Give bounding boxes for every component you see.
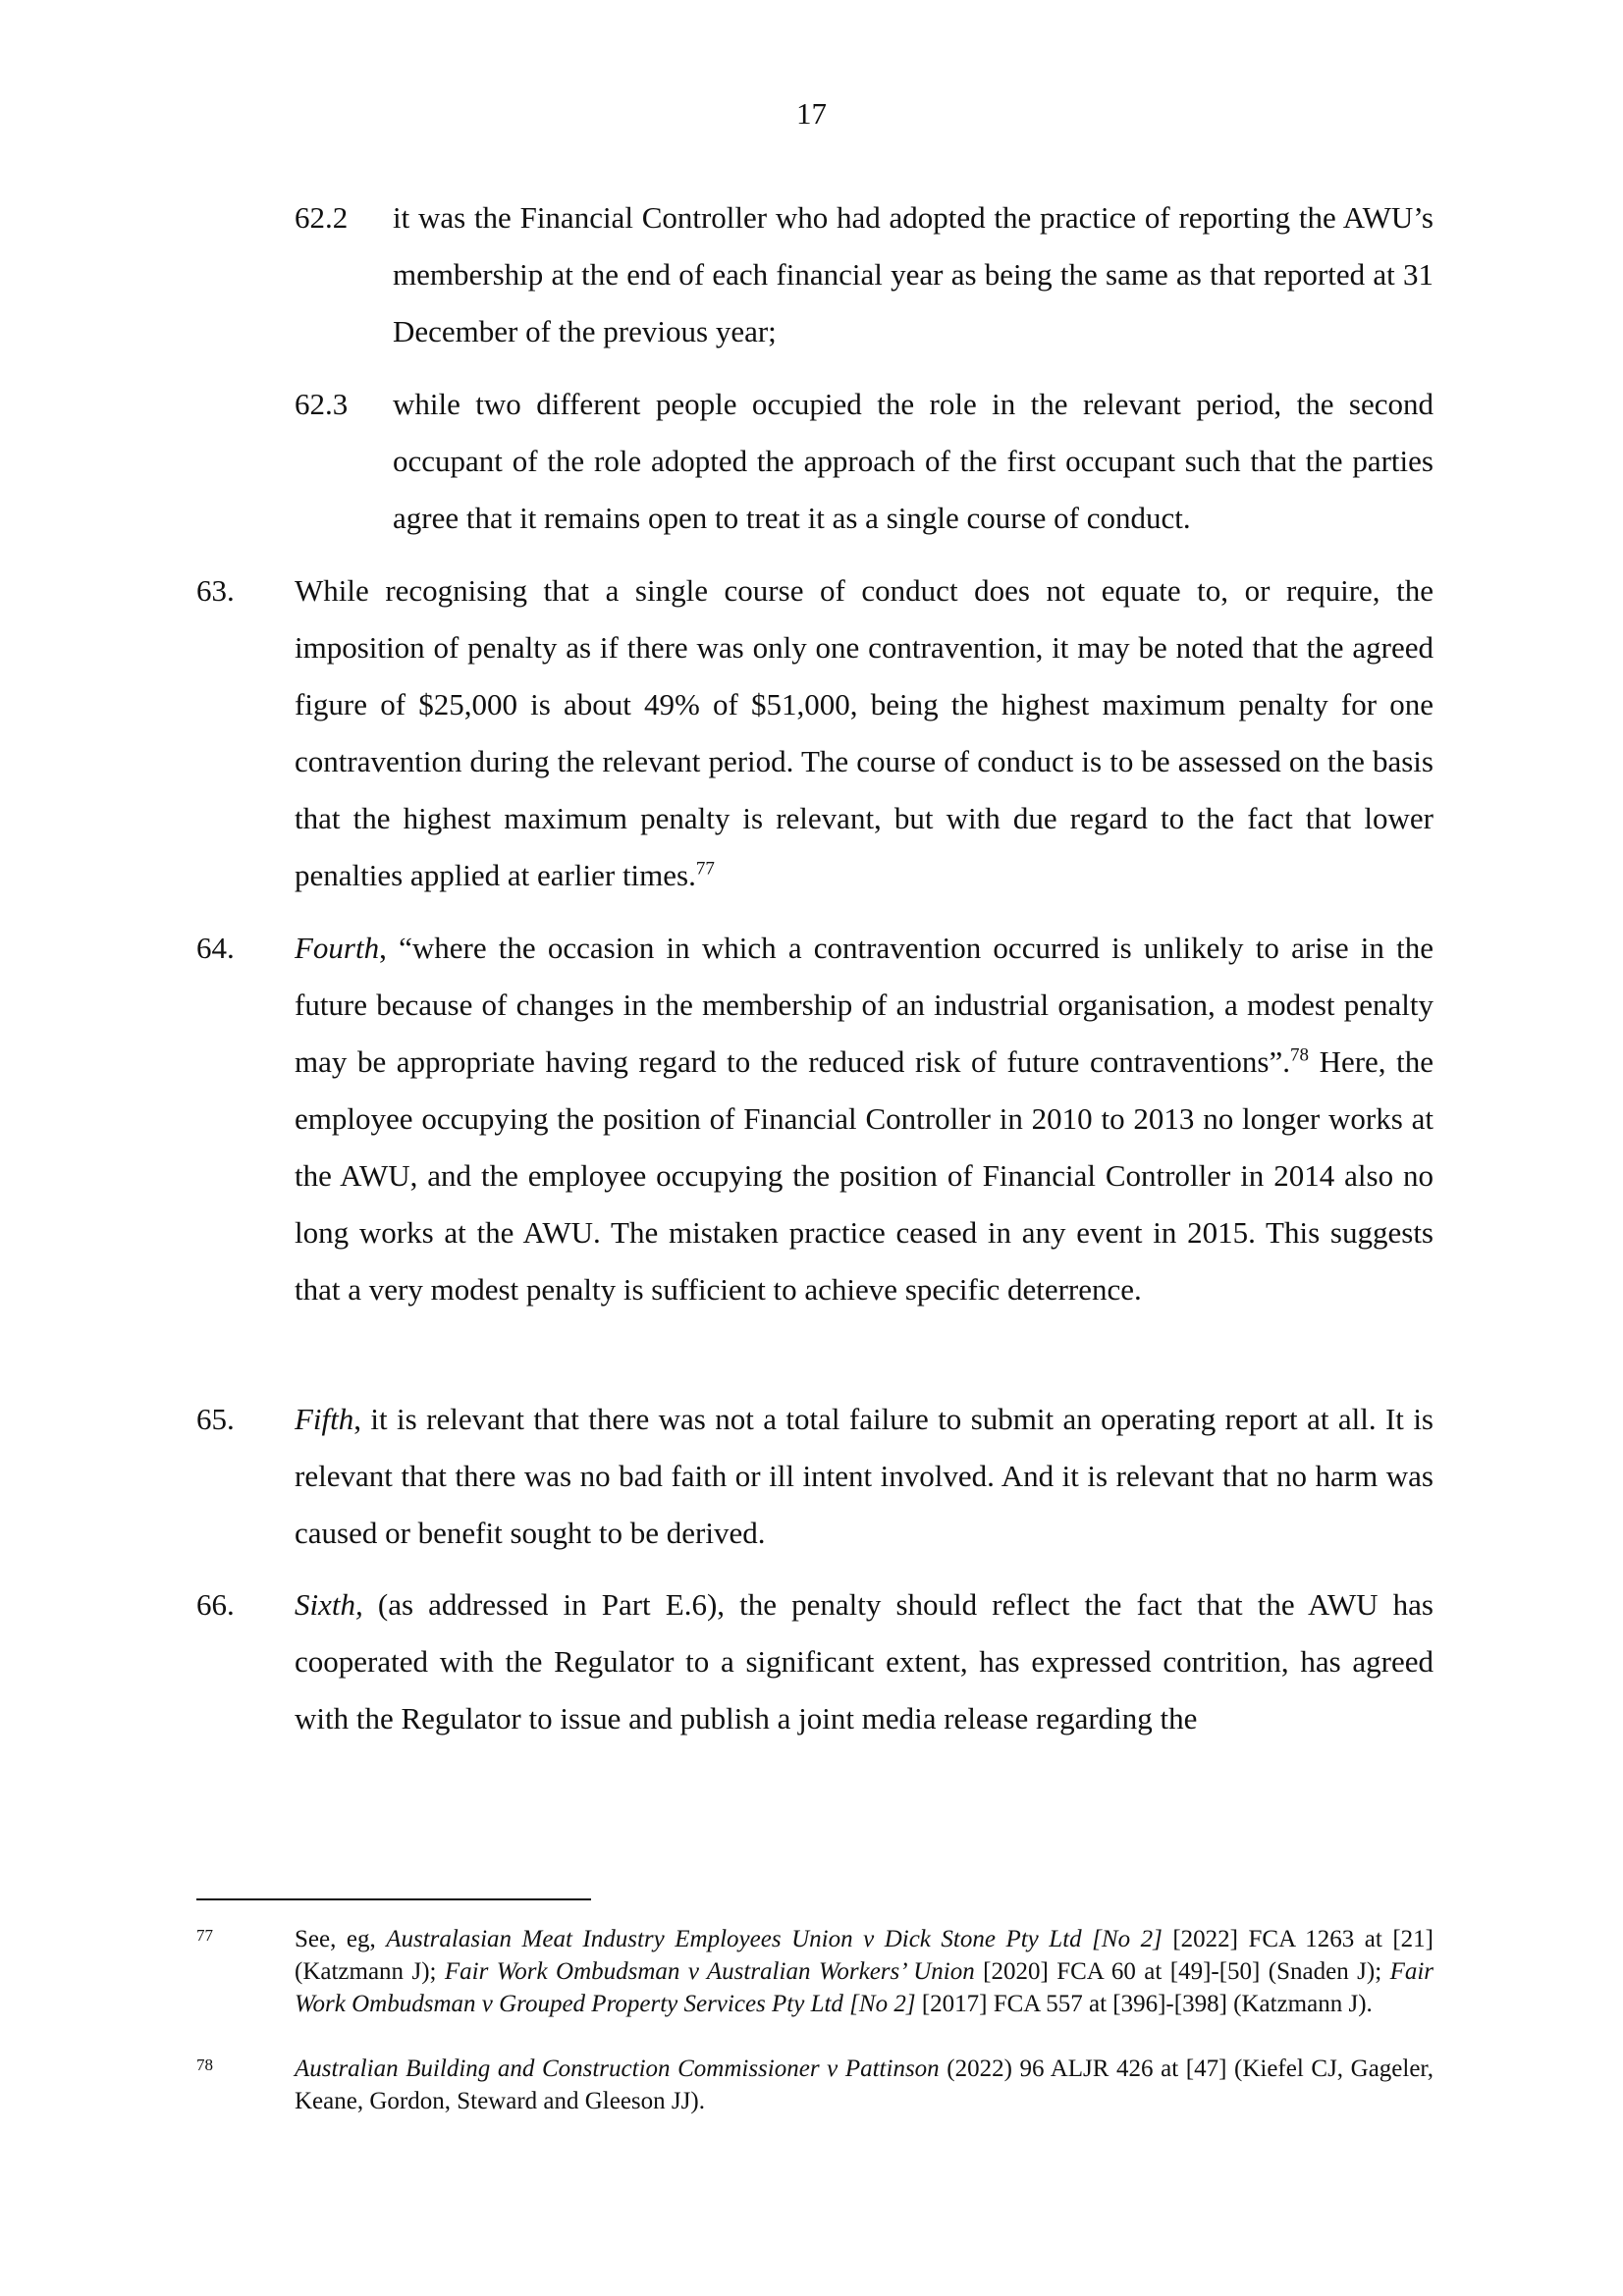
footnote-reference: 77 xyxy=(695,858,715,880)
text-run: , “where the occasion in which a contravention occurred is unlikely to arise in the future because of changes in the membership of an industrial organisation, a modest penalty may be appropriate having regard to the reduced risk of future contraventions”. xyxy=(295,931,1434,1079)
text-run: (as addressed in Part E.6), the penalty should reflect the fact that the AWU has cooperated with the Regulator to a significant extent, has expressed contrition, has agreed with the Regulator to issue and publish a joint media release regarding the xyxy=(295,1587,1434,1735)
text-run: While recognising that a single course of conduct does not equate to, or require, the imposition of penalty as if there was only one contravention, it may be noted that the agreed figure of $25,000 is about 49% of $51,000, being the highest maximum penalty for one contravention during the relevant period. The course of conduct is to be assessed on the basis that the highest maximum penalty is relevant, but with due regard to the fact that lower penalties applied at earlier times. xyxy=(295,573,1434,892)
text-run: [2020] FCA 60 at [49]-[50] (Snaden J); xyxy=(974,1958,1390,1985)
italic-text: Fifth xyxy=(295,1402,354,1436)
paragraph-number: 62.2 xyxy=(295,200,349,235)
italic-text: Fair Work Ombudsman v Australian Workers’ Union xyxy=(444,1958,975,1985)
footnote-text xyxy=(295,2053,1434,2117)
text-run: (2022) 96 ALJR 426 at [47] (Kiefel CJ, Gageler, Keane, Gordon, Steward and Gleeson JJ). xyxy=(295,2056,1434,2114)
paragraph-text xyxy=(393,189,1434,360)
paragraph-number: 63. xyxy=(196,573,235,608)
text-run: while two different people occupied the role in the relevant period, the second occupant of the role adopted the approach of the first occupant such that the parties agree that it remains open to treat it as a single course of conduct. xyxy=(393,387,1434,535)
paragraph-text xyxy=(295,1391,1434,1562)
text-run: [2017] FCA 557 at [396]-[398] (Katzmann J). xyxy=(915,1991,1373,2017)
italic-text: Australian Building and Construction Commissioner v Pattinson xyxy=(295,2056,940,2082)
footnote-number: 78 xyxy=(196,2056,213,2074)
footnote-separator xyxy=(196,1898,591,1900)
italic-text: Fourth xyxy=(295,931,380,965)
footnote-reference: 78 xyxy=(1290,1044,1309,1066)
italic-text: Sixth, xyxy=(295,1587,363,1622)
italic-text: Fair Work Ombudsman v Grouped Property Services Pty Ltd [No 2] xyxy=(295,1958,1434,2017)
footnote-number: 77 xyxy=(196,1926,213,1945)
paragraph-text xyxy=(295,1576,1434,1747)
text-run: it was the Financial Controller who had adopted the practice of reporting the AWU’s membership at the end of each financial year as being the same as that reported at 31 December of the previous year; xyxy=(393,200,1434,348)
text-run: Here, the employee occupying the position of Financial Controller in 2010 to 2013 no longer works at the AWU, and the employee occupying the position of Financial Controller in 2014 also no long works at the AWU. The mistaken practice ceased in any event in 2015. This suggests that a very modest penalty is sufficient to achieve specific deterrence. xyxy=(295,1044,1434,1307)
text-run: , it is relevant that there was not a total failure to submit an operating report at all. It is relevant that there was no bad faith or ill intent involved. And it is relevant that no harm was caused or benefit sought to be derived. xyxy=(295,1402,1434,1550)
paragraph-text xyxy=(295,920,1434,1318)
text-run: See, eg, xyxy=(295,1926,387,1952)
page-number: 17 xyxy=(796,96,827,131)
paragraph-number: 65. xyxy=(196,1402,235,1436)
paragraph-text xyxy=(393,376,1434,547)
paragraph-number: 66. xyxy=(196,1587,235,1622)
paragraph-number: 62.3 xyxy=(295,387,349,421)
italic-text: Australasian Meat Industry Employees Union v Dick Stone Pty Ltd [No 2] xyxy=(386,1926,1163,1952)
paragraph-text xyxy=(295,562,1434,904)
paragraph-number: 64. xyxy=(196,931,235,965)
footnote-text xyxy=(295,1923,1434,2020)
text-run: [2022] FCA 1263 at [21] (Katzmann J); xyxy=(295,1926,1434,1985)
